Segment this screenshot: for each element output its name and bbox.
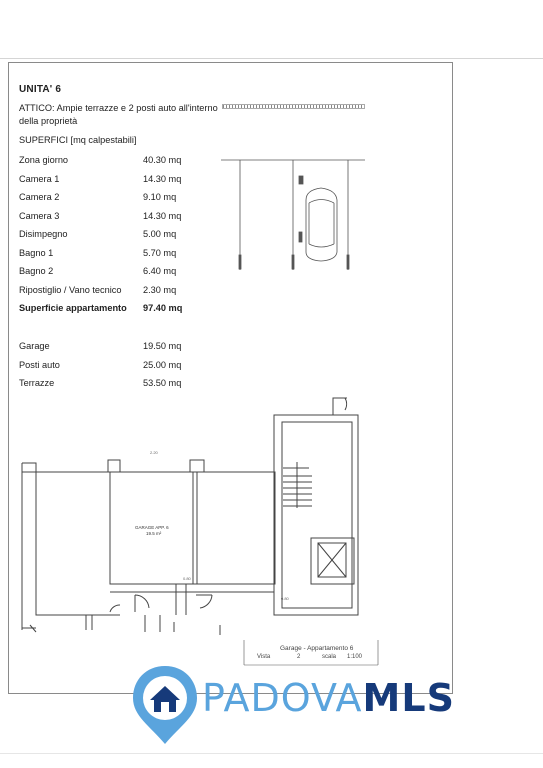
extra-value: 19.50 mq (143, 341, 182, 352)
room-name: Camera 3 (19, 210, 60, 221)
plan-dimensions (150, 450, 290, 601)
room-name: Camera 1 (19, 173, 60, 184)
padovamls-logo (130, 664, 455, 744)
unit-description: ATTICO: Ampie terrazze e 2 posti auto all'interno della proprietà (19, 103, 218, 126)
parking-sketch (221, 160, 365, 270)
svg-text:0.80: 0.80 (281, 596, 289, 601)
room-value: 6.40 mq (143, 266, 177, 277)
extra-name: Posti auto (19, 359, 60, 370)
extra-name: Terrazze (19, 378, 55, 389)
room-value: 5.00 mq (143, 229, 177, 240)
caption-vista-value: 2 (297, 654, 301, 660)
room-value: 14.30 mq (143, 173, 182, 184)
room-name: Bagno 2 (19, 266, 54, 277)
car-icon (299, 176, 337, 261)
room-value: 9.10 mq (143, 192, 177, 203)
svg-text:0.80: 0.80 (183, 576, 191, 581)
total-name: Superficie appartamento (19, 303, 127, 314)
caption-vista-label: Vista (257, 654, 271, 660)
extra-name: Garage (19, 341, 50, 352)
garage-area: 19.5 m² (146, 531, 162, 536)
room-name: Ripostiglio / Vano tecnico (19, 284, 122, 295)
caption-scala-value: 1:100 (347, 654, 363, 660)
room-value: 5.70 mq (143, 247, 177, 258)
room-name: Bagno 1 (19, 247, 54, 258)
caption-title: Garage - Appartamento 6 (280, 645, 354, 652)
logo-text (202, 676, 455, 720)
plan-walls (22, 398, 358, 635)
room-name: Camera 2 (19, 192, 60, 203)
room-value: 40.30 mq (143, 155, 182, 166)
svg-text:2.20: 2.20 (150, 450, 158, 455)
extra-value: 25.00 mq (143, 359, 182, 370)
extra-value: 53.50 mq (143, 378, 182, 389)
garage-label: GARAGE APP. 6 (135, 525, 169, 530)
room-name: Zona giorno (19, 155, 69, 166)
logo-text-bold: MLS (362, 676, 455, 720)
caption-scala-label: scala (322, 654, 337, 660)
page-bottom-rule (0, 753, 543, 754)
house-pin-icon (130, 664, 200, 746)
room-value: 2.30 mq (143, 284, 177, 295)
superfici-label: SUPERFICI [mq calpestabili] (19, 135, 137, 145)
room-value: 14.30 mq (143, 210, 182, 221)
logo-text-light: PADOVA (202, 676, 363, 720)
unit-title: UNITA' 6 (19, 84, 62, 95)
total-value: 97.40 mq (143, 303, 183, 314)
plan-caption (247, 642, 375, 662)
room-name: Disimpegno (19, 229, 68, 240)
